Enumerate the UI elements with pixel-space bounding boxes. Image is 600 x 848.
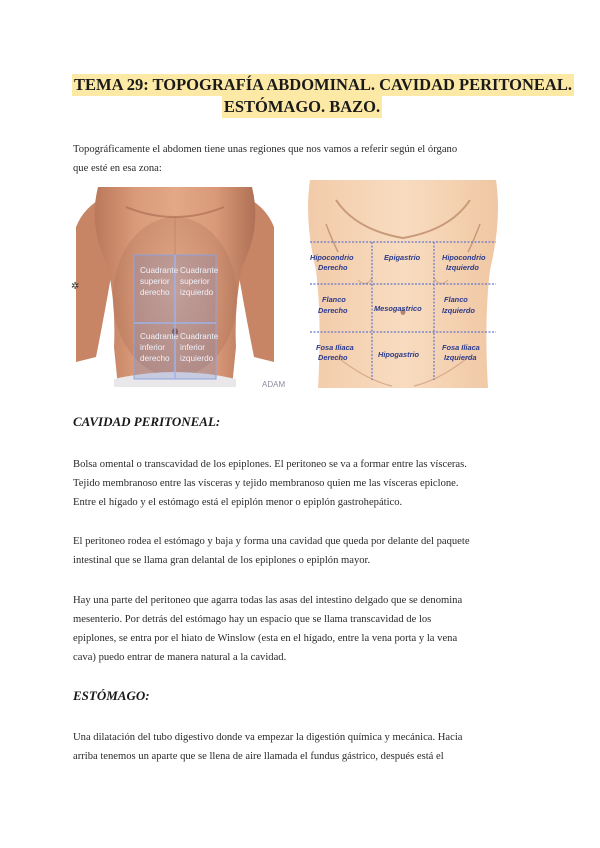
adam-watermark: ADAM [262, 380, 286, 389]
region-hipogastrio: Hipogastrio [378, 350, 420, 359]
quad-ul-line3: derecho [140, 288, 170, 297]
intro-line-2: que esté en esa zona: [73, 163, 162, 174]
quadrants-illustration [76, 187, 286, 389]
intro-line-1: Topográficamente el abdomen tiene unas regiones que nos vamos a referir según el órgano [73, 144, 458, 155]
figure-marker-left-icon: ✲ [71, 281, 80, 292]
peritoneal-paragraph-1 [73, 455, 529, 512]
page-title [72, 74, 572, 118]
region-hipocondrio-derecho-line2: Derecho [318, 263, 348, 272]
peritoneal-p1-line-1: Bolsa omental o transcavidad de los epiplones. El peritoneo se va a formar entre las vísceras. [73, 459, 467, 470]
quad-ul-line1: Cuadrante [140, 266, 179, 275]
peritoneal-p1-line-3: Entre el hígado y el estómago está el epiplón menor o epiplón gastrohepático. [73, 497, 403, 508]
region-epigastrio: Epigastrio [384, 253, 421, 262]
region-flanco-izquierdo-line1: Flanco [444, 295, 468, 304]
quad-ur-line3: izquierdo [180, 288, 214, 297]
regions-illustration [296, 180, 510, 388]
quad-ll-line1: Cuadrante [140, 332, 179, 341]
quad-ur-line1: Cuadrante [180, 266, 219, 275]
region-hipocondrio-izquierdo-line1: Hipocondrio [442, 253, 486, 262]
title-line-1: TEMA 29: TOPOGRAFÍA ABDOMINAL. CAVIDAD PERITONEAL. [74, 75, 572, 94]
quad-ll-line3: derecho [140, 354, 170, 363]
peritoneal-p3-line-3: epiplones, se entra por el hiato de Winslow (esta en el hígado, entre la vena porta y la vena [73, 633, 458, 644]
quadrants-figure [76, 187, 286, 389]
peritoneal-p2-line-1: El peritoneo rodea el estómago y baja y forma una cavidad que queda por delante del paquete [73, 536, 470, 547]
region-mesogastrico: Mesogastrico [374, 304, 422, 313]
region-flanco-derecho-line1: Flanco [322, 295, 346, 304]
peritoneal-p3-line-4: cava) puedo entrar de manera natural a la cavidad. [73, 652, 287, 663]
region-fosa-iliaca-derecha-line1: Fosa Iliaca [316, 343, 354, 352]
peritoneal-paragraph-3 [73, 591, 529, 667]
region-flanco-derecho-line2: Derecho [318, 306, 348, 315]
quad-lr-line1: Cuadrante [180, 332, 219, 341]
quad-lr-line3: izquierdo [180, 354, 214, 363]
regions-figure [296, 180, 510, 388]
region-fosa-iliaca-derecha-line2: Derecho [318, 353, 348, 362]
peritoneal-p1-line-2: Tejido membranoso entre las vísceras y tejido membranoso quien me las vísceras epiclone. [73, 478, 459, 489]
quad-ul-line2: superior [140, 277, 170, 286]
region-hipocondrio-derecho-line1: Hipocondrio [310, 253, 354, 262]
quad-ll-line2: inferior [140, 343, 166, 352]
region-fosa-iliaca-izquierda-line1: Fosa Iliaca [442, 343, 480, 352]
peritoneal-p3-line-2: mesenterio. Por detrás del estómago hay un espacio que se llama transcavidad de los [73, 614, 432, 625]
region-flanco-izquierdo-line2: Izquierdo [442, 306, 475, 315]
title-line-2: ESTÓMAGO. BAZO. [223, 97, 381, 116]
estomago-p1-line-2: arriba tenemos un aparte que se llena de aire llamada el fundus gástrico, después está el [73, 751, 444, 762]
peritoneal-paragraph-2 [73, 532, 529, 570]
peritoneal-p2-line-2: intestinal que se llama gran delantal de los epiplones o epiplón mayor. [73, 555, 371, 566]
estomago-paragraph-1 [73, 728, 529, 766]
region-fosa-iliaca-izquierda-line2: Izquierda [444, 353, 477, 362]
quad-ur-line2: superior [180, 277, 210, 286]
heading-cavidad-peritoneal: CAVIDAD PERITONEAL: [73, 414, 221, 429]
heading-estomago: ESTÓMAGO: [73, 688, 150, 703]
estomago-p1-line-1: Una dilatación del tubo digestivo donde va empezar la digestión química y mecánica. Hacia [73, 732, 463, 743]
quad-lr-line2: inferior [180, 343, 206, 352]
region-hipocondrio-izquierdo-line2: Izquierdo [446, 263, 479, 272]
intro-paragraph [73, 140, 529, 178]
peritoneal-p3-line-1: Hay una parte del peritoneo que agarra todas las asas del intestino delgado que se denomina [73, 595, 463, 606]
